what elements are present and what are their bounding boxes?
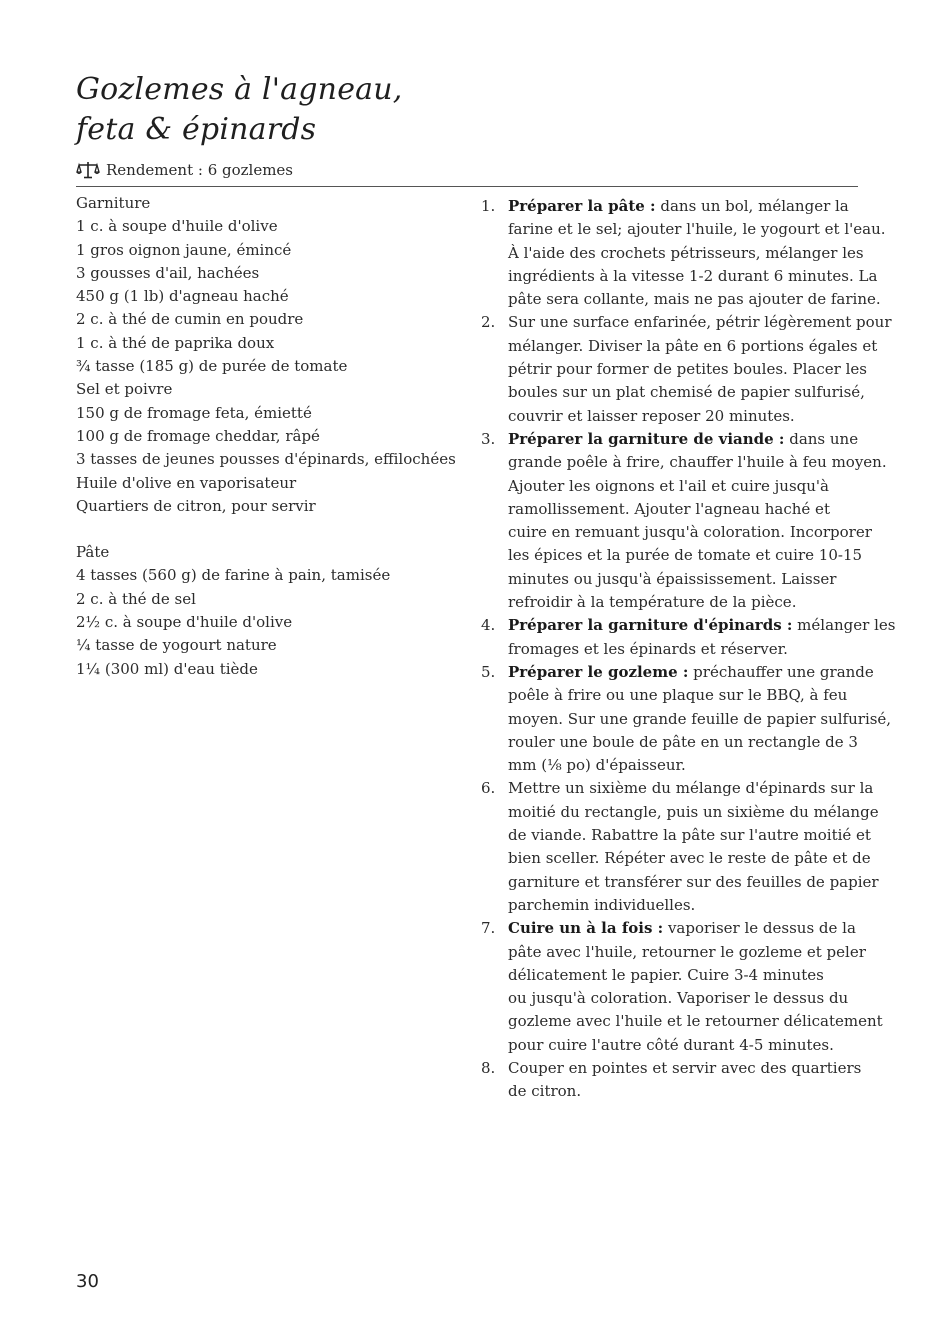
step-line-text: minutes ou jusqu'à épaississement. Laisser bbox=[508, 569, 837, 588]
method-step bbox=[481, 195, 886, 311]
step-line-text: Ajouter les oignons et l'ail et cuire jusqu'à bbox=[508, 476, 829, 495]
step-line bbox=[508, 475, 858, 498]
step-line-text: refroidir à la température de la pièce. bbox=[508, 593, 797, 612]
step-line-text: farine et le sel; ajouter l'huile, le yogourt et l'eau. bbox=[508, 220, 886, 239]
ingredient-item: 1 gros oignon jaune, émincé bbox=[76, 240, 292, 259]
step-text bbox=[508, 428, 887, 614]
method-step bbox=[481, 917, 883, 1057]
step-line bbox=[508, 591, 858, 614]
step-line bbox=[508, 987, 858, 1010]
step-line bbox=[508, 335, 878, 358]
ingredient-item: 2½ c. à soupe d'huile d'olive bbox=[76, 613, 293, 632]
step-line bbox=[508, 1034, 858, 1057]
step-line-text: bien sceller. Répéter avec le reste de pâte et de bbox=[508, 849, 871, 868]
pate-list bbox=[76, 564, 456, 680]
step-line bbox=[508, 288, 881, 311]
ingredient-item: 3 tasses de jeunes pousses d'épinards, effilochées bbox=[76, 450, 456, 469]
step-line-text: Mettre un sixième du mélange d'épinards sur la bbox=[508, 779, 874, 798]
step-line-text: Sur une surface enfarinée, pétrir légèrement pour bbox=[508, 313, 892, 332]
ingredient-item: 2 c. à thé de cumin en poudre bbox=[76, 310, 304, 329]
ingredient-item: ¼ tasse de yogourt nature bbox=[76, 636, 277, 655]
step-text bbox=[508, 1057, 862, 1104]
step-line bbox=[508, 777, 874, 800]
step-line-text: pour cuire l'autre côté durant 4-5 minutes. bbox=[508, 1035, 834, 1054]
step-line-text: grande poêle à frire, chauffer l'huile à feu moyen. bbox=[508, 453, 887, 472]
step-line bbox=[508, 381, 865, 404]
step-line-text: vaporiser le dessus de la bbox=[663, 919, 856, 938]
step-text bbox=[508, 311, 892, 427]
step-line bbox=[508, 847, 871, 870]
step-line bbox=[508, 544, 863, 567]
step-number: 6. bbox=[481, 779, 496, 798]
step-lead: Préparer la pâte : bbox=[508, 197, 656, 215]
step-line-text: préchauffer une grande bbox=[688, 662, 874, 681]
step-text bbox=[508, 614, 896, 661]
step-line bbox=[508, 801, 879, 824]
step-line-text: pétrir pour former de petites boules. Placer les bbox=[508, 360, 867, 379]
step-number: 5. bbox=[481, 662, 496, 681]
step-line bbox=[508, 358, 867, 381]
method-step bbox=[481, 661, 892, 777]
step-line-text: dans un bol, mélanger la bbox=[655, 197, 849, 215]
step-line bbox=[508, 568, 858, 591]
step-lead: Cuire un à la fois : bbox=[508, 919, 664, 938]
ingredient-item: 1¼ (300 ml) d'eau tiède bbox=[76, 659, 258, 678]
step-line bbox=[508, 1080, 858, 1103]
step-line-text: Couper en pointes et servir avec des quartiers bbox=[508, 1058, 862, 1077]
ingredient-item: 4 tasses (560 g) de farine à pain, tamisée bbox=[76, 566, 391, 585]
pate-title: Pâte bbox=[76, 543, 110, 562]
method-step bbox=[481, 311, 892, 427]
ingredient-item: Huile d'olive en vaporisateur bbox=[76, 473, 297, 492]
step-line bbox=[508, 941, 866, 964]
step-line bbox=[508, 242, 864, 265]
step-line bbox=[508, 405, 858, 428]
step-line bbox=[508, 1010, 883, 1033]
step-line bbox=[508, 218, 886, 241]
step-line bbox=[508, 731, 858, 754]
step-text bbox=[508, 195, 886, 311]
step-line bbox=[508, 614, 896, 637]
ingredient-item: 3 gousses d'ail, hachées bbox=[76, 263, 260, 282]
step-line-text: pâte avec l'huile, retourner le gozleme et peler bbox=[508, 942, 866, 961]
step-line-text: fromages et les épinards et réserver. bbox=[508, 639, 788, 658]
garniture-title: Garniture bbox=[76, 194, 151, 212]
step-line-text: poêle à frire ou une plaque sur le BBQ, à feu bbox=[508, 686, 848, 705]
step-line-text: À l'aide des crochets pétrisseurs, mélanger les bbox=[508, 243, 864, 262]
step-line-text: les épices et la purée de tomate et cuire 10-15 bbox=[508, 546, 863, 565]
method-step bbox=[481, 777, 879, 917]
step-line-text: dans une bbox=[784, 429, 859, 448]
ingredients-column bbox=[76, 192, 456, 681]
ingredient-item: 1 c. à thé de paprika doux bbox=[76, 333, 275, 352]
step-line bbox=[508, 871, 879, 894]
recipe-title bbox=[76, 70, 676, 150]
step-line-text: parchemin individuelles. bbox=[508, 895, 696, 914]
method-step bbox=[481, 1057, 861, 1104]
step-number: 3. bbox=[481, 429, 496, 448]
ingredient-item: 150 g de fromage feta, émietté bbox=[76, 403, 312, 422]
step-text bbox=[508, 661, 892, 777]
step-line bbox=[508, 661, 874, 684]
step-line-text: moyen. Sur une grande feuille de papier sulfurisé, bbox=[508, 709, 892, 728]
step-number: 8. bbox=[481, 1058, 496, 1077]
ingredient-item: 2 c. à thé de sel bbox=[76, 589, 196, 608]
step-text bbox=[508, 917, 883, 1057]
step-line bbox=[508, 1057, 862, 1080]
step-number: 4. bbox=[481, 616, 496, 635]
step-line bbox=[508, 311, 892, 334]
step-line bbox=[508, 498, 858, 521]
method-step bbox=[481, 428, 887, 614]
ingredient-item: Sel et poivre bbox=[76, 380, 173, 399]
step-line-text: couvrir et laisser reposer 20 minutes. bbox=[508, 406, 795, 425]
step-line bbox=[508, 708, 892, 731]
step-line bbox=[508, 824, 871, 847]
step-text bbox=[508, 777, 879, 917]
step-line bbox=[508, 265, 878, 288]
step-line bbox=[508, 451, 887, 474]
header-divider bbox=[76, 186, 858, 187]
step-line-text: délicatement le papier. Cuire 3-4 minutes bbox=[508, 965, 824, 984]
step-line bbox=[508, 917, 858, 940]
step-line-text: ou jusqu'à coloration. Vaporiser le dessus du bbox=[508, 989, 849, 1008]
ingredient-item: Quartiers de citron, pour servir bbox=[76, 496, 316, 515]
step-line-text: mélanger. Diviser la pâte en 6 portions égales et bbox=[508, 336, 878, 355]
step-line-text: boules sur un plat chemisé de papier sulfurisé, bbox=[508, 383, 865, 402]
recipe-title-line-2: feta & épinards bbox=[76, 112, 317, 147]
step-number: 1. bbox=[481, 197, 496, 215]
step-number: 7. bbox=[481, 919, 496, 938]
step-line-text: moitié du rectangle, puis un sixième du mélange bbox=[508, 802, 879, 821]
step-lead: Préparer la garniture d'épinards : bbox=[508, 616, 793, 635]
scale-icon bbox=[76, 161, 100, 179]
ingredient-item: 100 g de fromage cheddar, râpé bbox=[76, 426, 320, 445]
garniture-list bbox=[76, 215, 456, 518]
step-line-text: garniture et transférer sur des feuilles de papier bbox=[508, 872, 879, 891]
method-steps bbox=[481, 195, 896, 1104]
page-number: 30 bbox=[76, 1271, 99, 1292]
yield-info bbox=[76, 159, 293, 181]
step-lead: Préparer la garniture de viande : bbox=[508, 429, 785, 448]
step-line bbox=[508, 195, 858, 218]
step-line bbox=[508, 638, 858, 661]
step-line bbox=[508, 964, 858, 987]
step-line-text: cuire en remuant jusqu'à coloration. Incorporer bbox=[508, 523, 872, 542]
step-lead: Préparer le gozleme : bbox=[508, 662, 689, 681]
step-line bbox=[508, 754, 858, 777]
step-line-text: mélanger les bbox=[792, 616, 896, 635]
step-line-text: de citron. bbox=[508, 1082, 582, 1101]
ingredient-item: ¾ tasse (185 g) de purée de tomate bbox=[76, 357, 348, 376]
step-line-text: ingrédients à la vitesse 1-2 durant 6 minutes. La bbox=[508, 266, 878, 285]
step-line-text: pâte sera collante, mais ne pas ajouter de farine. bbox=[508, 290, 881, 309]
step-line-text: mm (⅛ po) d'épaisseur. bbox=[508, 756, 686, 775]
step-line-text: ramollissement. Ajouter l'agneau haché et bbox=[508, 499, 830, 518]
yield-text: Rendement : 6 gozlemes bbox=[106, 161, 294, 179]
step-line-text: de viande. Rabattre la pâte sur l'autre moitié et bbox=[508, 826, 871, 845]
method-step bbox=[481, 614, 896, 661]
step-line bbox=[508, 684, 858, 707]
ingredient-item: 1 c. à soupe d'huile d'olive bbox=[76, 217, 278, 236]
ingredient-item: 450 g (1 lb) d'agneau haché bbox=[76, 287, 289, 306]
recipe-title-line-1: Gozlemes à l'agneau, bbox=[76, 72, 403, 107]
step-line bbox=[508, 428, 858, 451]
step-line bbox=[508, 521, 872, 544]
step-number: 2. bbox=[481, 313, 496, 332]
step-line-text: rouler une boule de pâte en un rectangle de 3 bbox=[508, 732, 858, 751]
step-line-text: gozleme avec l'huile et le retourner délicatement bbox=[508, 1012, 883, 1031]
step-line bbox=[508, 894, 858, 917]
